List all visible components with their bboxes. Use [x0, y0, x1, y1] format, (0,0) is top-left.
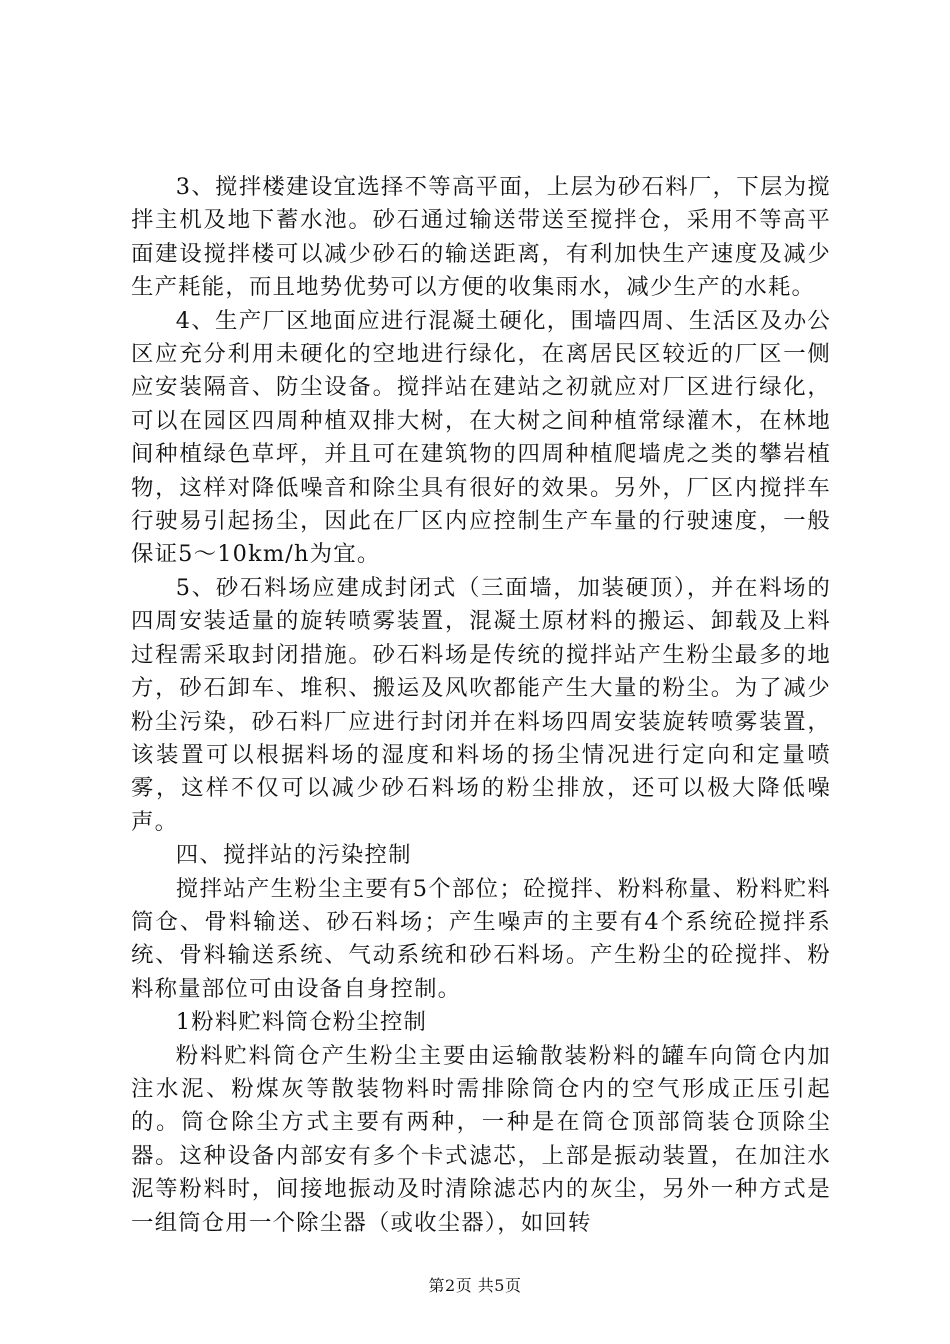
paragraph-item-3: 3、搅拌楼建设宜选择不等高平面，上层为砂石料厂，下层为搅拌主机及地下蓄水池。砂石通过输送带送至搅拌仓，采用不等高平面建设搅拌楼可以减少砂石的输送距离，有利加快生产速度及减少生产耗能，而且地势优势可以方便的收集雨水，减少生产的水耗。 — [131, 174, 831, 301]
subsection-paragraph: 粉料贮料筒仓产生粉尘主要由运输散装粉料的罐车向筒仓内加注水泥、粉煤灰等散装物料时需排除筒仓内的空气形成正压引起的。筒仓除尘方式主要有两种，一种是在筒仓顶部筒装仓顶除尘器。这种设备内部安有多个卡式滤芯，上部是振动装置，在加注水泥等粉料时，间接地振动及时清除滤芯内的灰尘，另外一种方式是一组筒仓用一个除尘器（或收尘器），如回转 — [131, 1042, 831, 1236]
subsection-heading-silo-dust: 1粉料贮料筒仓粉尘控制 — [175, 1009, 428, 1036]
section-paragraph: 搅拌站产生粉尘主要有5个部位；砼搅拌、粉料称量、粉料贮料筒仓、骨料输送、砂石料场；产生噪声的主要有4个系统砼搅拌系统、骨料输送系统、气动系统和砂石料场。产生粉尘的砼搅拌、粉料称量部位可由设备自身控制。 — [131, 875, 831, 1002]
paragraph-item-4: 4、生产厂区地面应进行混凝土硬化，围墙四周、生活区及办公区应充分利用未硬化的空地进行绿化，在离居民区较近的厂区一侧应安装隔音、防尘设备。搅拌站在建站之初就应对厂区进行绿化，可以在园区四周种植双排大树，在大树之间种植常绿灌木，在林地间种植绿色草坪，并且可在建筑物的四周种植爬墙虎之类的攀岩植物，这样对降低噪音和除尘具有很好的效果。另外，厂区内搅拌车行驶易引起扬尘，因此在厂区内应控制生产车量的行驶速度，一般保证5～10km/h为宜。 — [131, 307, 831, 568]
document-body — [131, 171, 831, 1240]
paragraph-item-5: 5、砂石料场应建成封闭式（三面墙，加装硬顶），并在料场的四周安装适量的旋转喷雾装置，混凝土原材料的搬运、卸载及上料过程需采取封闭措施。砂石料场是传统的搅拌站产生粉尘最多的地方，砂石卸车、堆积、搬运及风吹都能产生大量的粉尘。为了减少粉尘污染，砂石料厂应进行封闭并在料场四周安装旋转喷雾装置，该装置可以根据料场的湿度和料场的扬尘情况进行定向和定量喷雾，这样不仅可以减少砂石料场的粉尘排放，还可以极大降低噪声。 — [131, 574, 831, 835]
page-footer: 第2页 共5页 — [428, 1276, 522, 1295]
section-heading-pollution-control: 四、搅拌站的污染控制 — [175, 842, 412, 869]
